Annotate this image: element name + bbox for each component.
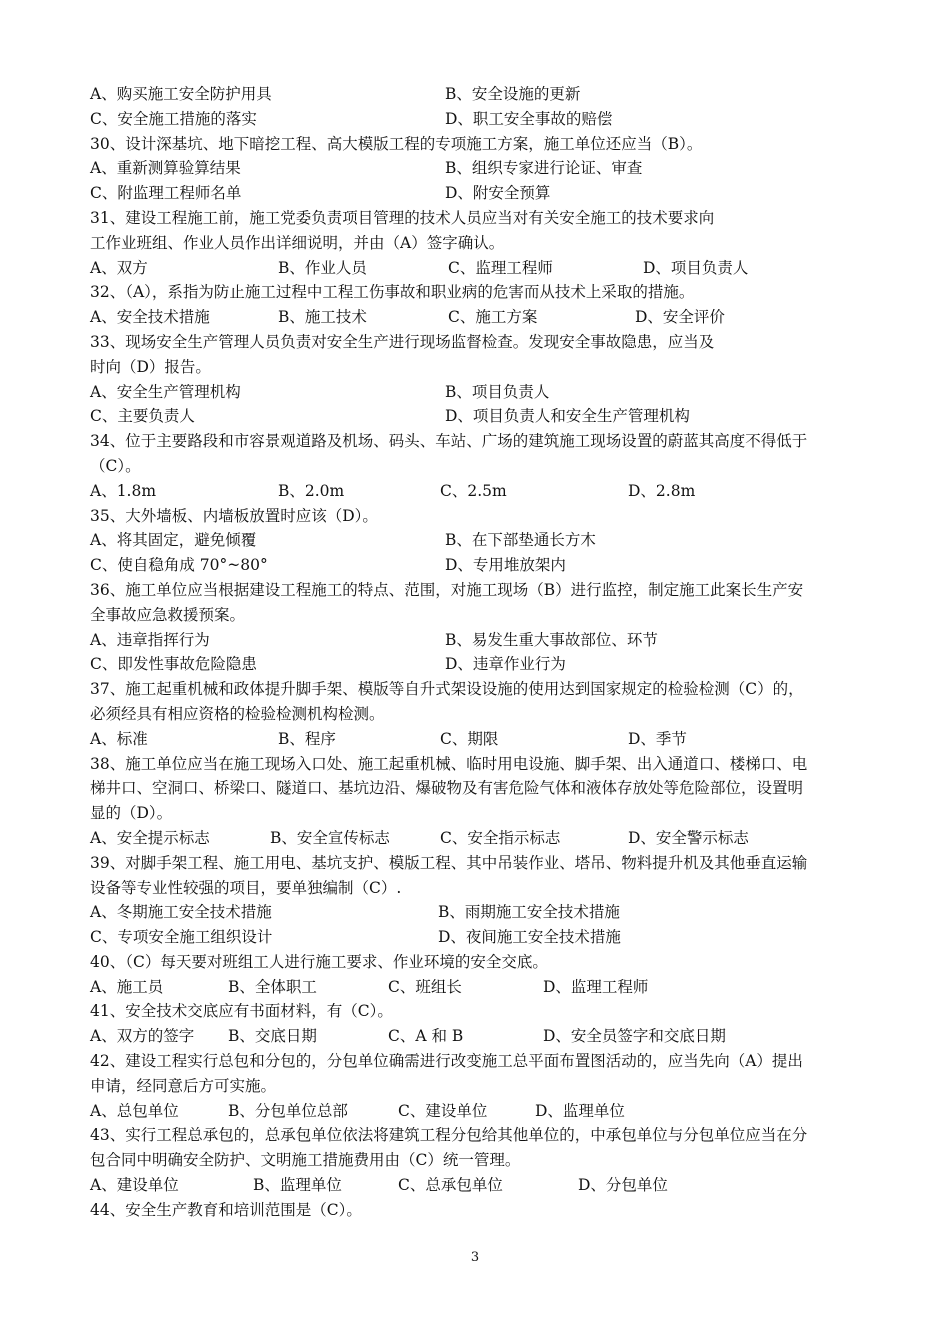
question-text: 32、（A），系指为防止施工过程中工程工伤事故和职业病的危害而从技术上采取的措施。 <box>90 283 695 302</box>
question-text: 35、大外墙板、内墙板放置时应该（D）。 <box>90 506 378 525</box>
option-a-text: A、标准 <box>90 729 148 748</box>
option-a-text: A、建设单位 <box>90 1176 179 1195</box>
question-text: 30、设计深基坑、地下暗挖工程、高大模版工程的专项施工方案，施工单位还应当（B）。 <box>90 134 703 153</box>
question-line <box>90 504 862 529</box>
question-line <box>90 280 862 305</box>
options-line <box>90 82 862 107</box>
question-line <box>90 330 862 355</box>
option-c-text: C、A 和 B <box>388 1027 464 1046</box>
question-text: 44、安全生产教育和培训范围是（C）。 <box>90 1200 362 1219</box>
question-line <box>90 1074 862 1099</box>
question-text: 33、现场安全生产管理人员负责对安全生产进行现场监督检查。发现安全事故隐患，应当及 <box>90 332 715 351</box>
document-page <box>90 82 862 1223</box>
option-b-text: B、程序 <box>278 729 336 748</box>
question-text: 显的（D）。 <box>90 804 173 823</box>
question-text: 申请，经同意后方可实施。 <box>90 1076 277 1095</box>
option-a-text: C、使自稳角成 70°~80° <box>90 556 268 575</box>
question-text: 包合同中明确安全防护、文明施工措施费用由（C）统一管理。 <box>90 1151 521 1170</box>
question-text: 42、建设工程实行总包和分包的，分包单位确需进行改变施工总平面布置图活动的，应当先向（A）提出 <box>90 1052 803 1071</box>
question-text: 40、（C）每天要对班组工人进行施工要求、作业环境的安全交底。 <box>90 952 548 971</box>
options-line <box>90 256 862 281</box>
option-b-text: B、交底日期 <box>228 1027 317 1046</box>
options-line <box>90 925 862 950</box>
option-c-text: C、总承包单位 <box>398 1176 503 1195</box>
question-text: 必须经具有相应资格的检验检测机构检测。 <box>90 704 385 723</box>
option-a-text: A、施工员 <box>90 977 164 996</box>
options-line <box>90 156 862 181</box>
option-a-text: A、违章指挥行为 <box>90 630 210 649</box>
question-text: 31、建设工程施工前，施工党委负责项目管理的技术人员应当对有关安全施工的技术要求向 <box>90 208 715 227</box>
option-d-text: D、项目负责人 <box>643 258 749 277</box>
options-line <box>90 305 862 330</box>
option-b-text: D、项目负责人和安全生产管理机构 <box>445 407 690 426</box>
option-a-text: A、安全提示标志 <box>90 828 210 847</box>
option-b-text: D、专用堆放架内 <box>445 556 566 575</box>
option-d-text: D、安全评价 <box>635 308 725 327</box>
question-line <box>90 752 862 777</box>
options-line <box>90 553 862 578</box>
options-line <box>90 479 862 504</box>
options-line <box>90 1099 862 1124</box>
question-line <box>90 355 862 380</box>
options-line <box>90 900 862 925</box>
option-c-text: C、安全指示标志 <box>440 828 561 847</box>
question-line <box>90 1123 862 1148</box>
option-b-text: B、项目负责人 <box>445 382 550 401</box>
option-b-text: B、2.0m <box>278 481 345 500</box>
question-text: 全事故应急救援预案。 <box>90 605 246 624</box>
option-a-text: A、安全技术措施 <box>90 308 210 327</box>
page-number: 3 <box>470 1250 480 1265</box>
options-line <box>90 404 862 429</box>
option-d-text: D、分包单位 <box>578 1176 668 1195</box>
option-c-text: C、监理工程师 <box>448 258 553 277</box>
question-line <box>90 801 862 826</box>
option-a-text: C、即发性事故危险隐患 <box>90 655 257 674</box>
question-text: 36、施工单位应当根据建设工程施工的特点、范围，对施工现场（B）进行监控，制定施工此案长生产安 <box>90 580 804 599</box>
option-a-text: A、购买施工安全防护用具 <box>90 85 272 103</box>
option-b-text: B、全体职工 <box>228 977 317 996</box>
option-d-text: D、2.8m <box>628 481 696 500</box>
question-line <box>90 876 862 901</box>
option-b-text: B、易发生重大事故部位、环节 <box>445 630 658 649</box>
options-line <box>90 652 862 677</box>
option-a-text: A、重新测算验算结果 <box>90 159 241 178</box>
option-a-text: C、附监理工程师名单 <box>90 184 242 203</box>
question-line <box>90 851 862 876</box>
question-line <box>90 1049 862 1074</box>
options-line <box>90 1173 862 1198</box>
options-line <box>90 628 862 653</box>
option-a-text: A、安全生产管理机构 <box>90 382 241 401</box>
option-c-text: C、班组长 <box>388 977 462 996</box>
options-line <box>90 975 862 1000</box>
options-line <box>90 528 862 553</box>
option-b-text: B、监理单位 <box>253 1176 342 1195</box>
option-d-text: D、季节 <box>628 729 687 748</box>
option-c-text: C、2.5m <box>440 481 507 500</box>
option-b-text: B、施工技术 <box>278 308 367 327</box>
question-line <box>90 677 862 702</box>
question-text: 梯井口、空洞口、桥梁口、隧道口、基坑边沿、爆破物及有害危险气体和液体存放处等危险部位，设置明 <box>90 779 804 798</box>
option-b-text: D、附安全预算 <box>445 184 551 203</box>
option-b-text: B、作业人员 <box>278 258 367 277</box>
option-d-text: D、监理单位 <box>535 1101 625 1120</box>
question-line <box>90 950 862 975</box>
options-line <box>90 1024 862 1049</box>
option-c-text: C、施工方案 <box>448 308 538 327</box>
option-a-text: A、双方的签字 <box>90 1027 195 1046</box>
options-line <box>90 380 862 405</box>
option-a-text: C、主要负责人 <box>90 407 195 426</box>
question-text: 39、对脚手架工程、施工用电、基坑支护、模版工程、其中吊装作业、塔吊、物料提升机及其他垂直运输 <box>90 853 808 872</box>
question-line <box>90 999 862 1024</box>
question-text: 工作业班组、作业人员作出详细说明，并由（A）签字确认。 <box>90 233 505 252</box>
question-line <box>90 454 862 479</box>
option-b-text: B、安全宣传标志 <box>270 828 390 847</box>
question-line <box>90 603 862 628</box>
question-line <box>90 702 862 727</box>
options-line <box>90 181 862 206</box>
question-text: 37、施工起重机械和政体提升脚手架、模版等自升式架设设施的使用达到国家规定的检验检测（C）的， <box>90 680 804 699</box>
option-d-text: D、安全员签字和交底日期 <box>543 1027 726 1046</box>
option-b-text: B、分包单位总部 <box>228 1101 348 1120</box>
option-b-text: D、职工安全事故的赔偿 <box>445 109 613 128</box>
question-line <box>90 1198 862 1223</box>
question-line <box>90 776 862 801</box>
option-d-text: D、安全警示标志 <box>628 828 749 847</box>
option-d-text: D、监理工程师 <box>543 977 649 996</box>
option-b-text: B、在下部垫通长方木 <box>445 531 596 550</box>
question-text: 41、安全技术交底应有书面材料，有（C）。 <box>90 1002 393 1021</box>
question-line <box>90 132 862 157</box>
options-line <box>90 107 862 132</box>
option-b-text: D、夜间施工安全技术措施 <box>438 928 621 947</box>
option-a-text: A、双方 <box>90 258 148 277</box>
options-line <box>90 826 862 851</box>
question-line <box>90 578 862 603</box>
option-a-text: C、专项安全施工组织设计 <box>90 928 273 947</box>
option-b-text: B、组织专家进行论证、审查 <box>445 159 643 178</box>
question-line <box>90 1148 862 1173</box>
question-text: 34、位于主要路段和市容景观道路及机场、码头、车站、广场的建筑施工现场设置的蔚蓝其高度不得低于 <box>90 432 808 451</box>
option-c-text: C、期限 <box>440 729 499 748</box>
option-b-text: B、雨期施工安全技术措施 <box>438 903 620 922</box>
option-a-text: C、安全施工措施的落实 <box>90 109 257 128</box>
option-a-text: A、将其固定，避免倾覆 <box>90 531 257 550</box>
option-a-text: A、冬期施工安全技术措施 <box>90 903 272 922</box>
question-text: （C）。 <box>90 456 141 475</box>
question-text: 时向（D）报告。 <box>90 357 211 376</box>
question-text: 38、施工单位应当在施工现场入口处、施工起重机械、临时用电设施、脚手架、出入通道口、楼梯口、电 <box>90 754 808 773</box>
question-line <box>90 206 862 231</box>
option-a-text: A、1.8m <box>90 481 157 500</box>
option-a-text: A、总包单位 <box>90 1101 179 1120</box>
question-text: 设备等专业性较强的项目，要单独编制（C）. <box>90 878 402 897</box>
options-line <box>90 727 862 752</box>
option-c-text: C、建设单位 <box>398 1101 488 1120</box>
option-b-text: B、安全设施的更新 <box>445 85 581 103</box>
question-line <box>90 429 862 454</box>
question-text: 43、实行工程总承包的，总承包单位依法将建筑工程分包给其他单位的，中承包单位与分包单位应当在分 <box>90 1126 808 1145</box>
option-b-text: D、违章作业行为 <box>445 655 566 674</box>
question-line <box>90 231 862 256</box>
